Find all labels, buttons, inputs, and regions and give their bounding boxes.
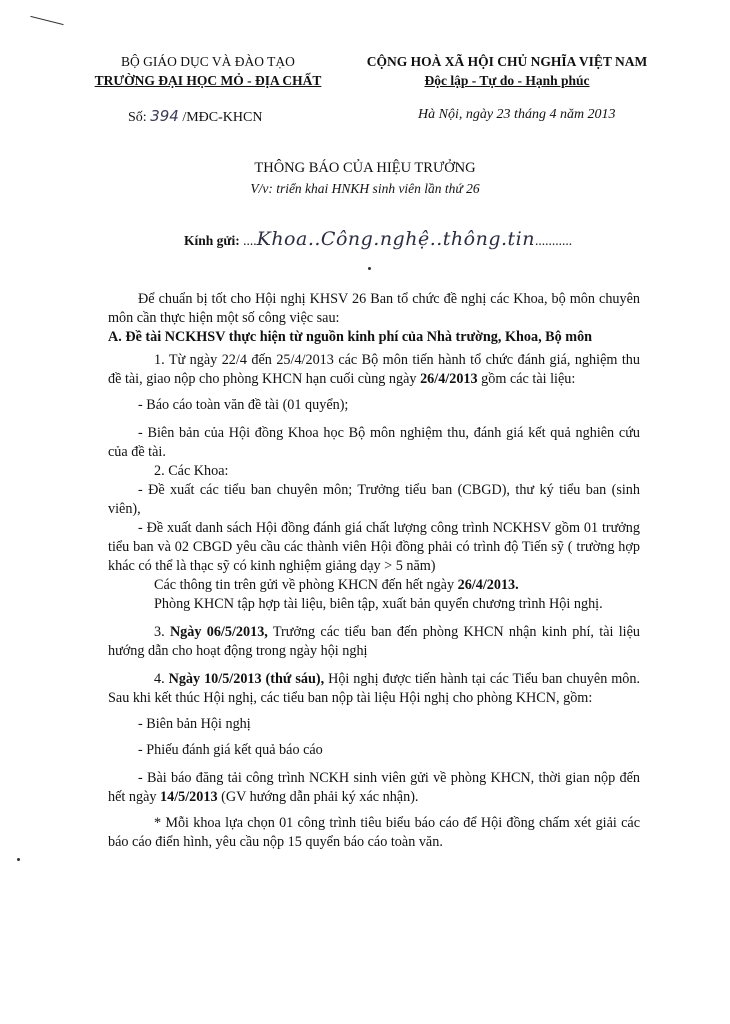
recipient-handwritten-name: Khoa..Công.nghệ..thông.tin: [256, 228, 535, 250]
item-3-date: 14/5/2013: [160, 789, 218, 805]
scan-dot: [17, 858, 20, 861]
paragraph-2-item-2: - Đề xuất danh sách Hội đồng đánh giá chất lượng công trình NCKHSV gồm 01 trưởng tiểu ban và 02 CBGD yêu cầu các thành viên Hội đồng phải có trình độ Tiến sỹ ( trường hợp khác có thể là thạc sỹ có kinh nghiệm giảng dạy > 5 năm): [108, 520, 640, 574]
ministry-name: BỘ GIÁO DỤC VÀ ĐÀO TẠO: [121, 54, 295, 69]
recipient-label: Kính gửi:: [184, 233, 240, 248]
reference-handwritten-number: 394: [150, 107, 179, 125]
scan-dot: [368, 267, 371, 270]
recipient-trail-dots: ...........: [534, 233, 573, 248]
scan-mark: [30, 16, 63, 25]
deadline-date: 26/4/2013.: [457, 577, 519, 593]
national-motto: Độc lập - Tự do - Hạnh phúc: [424, 73, 590, 88]
country-name: CỘNG HOÀ XÃ HỘI CHỦ NGHĨA VIỆT NAM: [366, 54, 648, 69]
section-a-heading: A. Đề tài NCKHSV thực hiện từ nguồn kinh phí của Nhà trường, Khoa, Bộ môn: [108, 329, 593, 345]
paragraph-1: [108, 351, 640, 389]
paragraph-4-text: Hội nghị được tiến hành tại các Tiểu ban chuyên môn. Sau khi kết thúc Hội nghị, các tiểu ban nộp tài liệu Hội nghị cho phòng KHCN, gồm:: [108, 671, 641, 706]
paragraph-2-heading: 2. Các Khoa:: [154, 463, 229, 479]
paragraph-4-item-1: - Biên bản Hội nghị: [138, 716, 251, 732]
national-header: [356, 52, 658, 90]
intro-paragraph: Để chuẩn bị tốt cho Hội nghị KHSV 26 Ban tổ chức đề nghị các Khoa, bộ môn chuyên môn cần thực hiện một số công việc sau:: [108, 291, 640, 326]
document-title: THÔNG BÁO CỦA HIỆU TRƯỞNG: [254, 160, 476, 176]
paragraph-4-number: 4.: [154, 671, 169, 687]
recipient-line: [184, 228, 572, 250]
university-name: TRƯỜNG ĐẠI HỌC MỎ - ĐỊA CHẤT: [94, 73, 322, 88]
document-body: [108, 290, 640, 852]
paragraph-4-item-2: - Phiếu đánh giá kết quả báo cáo: [138, 742, 323, 758]
paragraph-3-text: Trưởng các tiểu ban đến phòng KHCN nhận kinh phí, tài liệu hướng dẫn cho hoạt động trong ngày hội nghị: [108, 624, 640, 659]
reference-code: /MĐC-KHCN: [182, 110, 263, 125]
paragraph-3-number: 3.: [154, 624, 170, 640]
deadline-text: Các thông tin trên gửi về phòng KHCN đến hết ngày: [154, 577, 458, 593]
paragraph-4: [108, 670, 640, 708]
place-date: Hà Nội, ngày 23 tháng 4 năm 2013: [418, 107, 616, 122]
paragraph-3-date: Ngày 06/5/2013,: [169, 624, 268, 640]
paragraph-1-item-2: - Biên bản của Hội đồng Khoa học Bộ môn nghiệm thu, đánh giá kết quả nghiên cứu của đề tài.: [108, 425, 640, 460]
recipient-lead-dots: ....: [243, 233, 257, 248]
reference-label: Số:: [128, 110, 147, 125]
paragraph-2-khcn: Phòng KHCN tập hợp tài liệu, biên tập, xuất bản quyển chương trình Hội nghị.: [154, 596, 603, 612]
paragraph-1-tail: gồm các tài liệu:: [477, 371, 576, 387]
paragraph-4-item-3: [108, 769, 640, 807]
paragraph-1-text: 1. Từ ngày 22/4 đến 25/4/2013 các Bộ môn tiến hành tổ chức đánh giá, nghiệm thu đề tài, giao nộp cho phòng KHCN hạn cuối cùng ngày: [108, 352, 640, 387]
issuer-header: [82, 52, 334, 90]
paragraph-4-date: Ngày 10/5/2013 (thứ sáu),: [168, 671, 325, 687]
paragraph-2-item-1: - Đề xuất các tiểu ban chuyên môn; Trưởng tiểu ban (CBGD), thư ký tiểu ban (sinh viên),: [108, 482, 640, 517]
item-3-text: - Bài báo đăng tải công trình NCKH sinh viên gửi về phòng KHCN, thời gian nộp đến hết ngày: [108, 770, 640, 805]
paragraph-2-deadline: [108, 576, 640, 595]
document-subtitle: V/v: triển khai HNKH sinh viên lần thứ 26: [250, 181, 480, 196]
paragraph-1-date: 26/4/2013: [420, 371, 478, 387]
paragraph-1-item-1: - Báo cáo toàn văn đề tài (01 quyển);: [138, 397, 349, 413]
note-paragraph: * Mỗi khoa lựa chọn 01 công trình tiêu biểu báo cáo để Hội đồng chấm xét giải các báo cáo điển hình, yêu cầu nộp 15 quyển báo cáo toàn văn.: [108, 815, 640, 850]
reference-number: [128, 107, 262, 126]
item-3-tail: (GV hướng dẫn phải ký xác nhận).: [217, 789, 419, 805]
paragraph-3: [108, 623, 640, 661]
